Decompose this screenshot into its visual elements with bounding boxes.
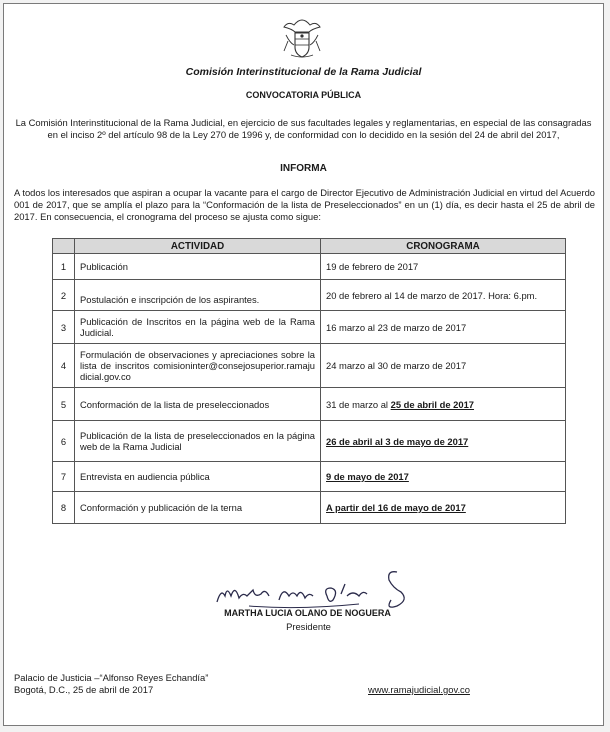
row-number: 8: [53, 492, 75, 524]
row-cronograma: 9 de mayo de 2017: [321, 462, 566, 492]
row-actividad: Publicación de la lista de preseleccionados en la página web de la Rama Judicial: [75, 421, 321, 462]
header-actividad: ACTIVIDAD: [75, 239, 321, 254]
row-actividad: Formulación de observaciones y apreciaciones sobre la lista de inscritos comisioninter@consejosuperior.ramajudicial.gov.co: [75, 344, 321, 388]
row-cronograma: 26 de abril al 3 de mayo de 2017: [321, 421, 566, 462]
footer-city-date: Bogotá, D.C., 25 de abril de 2017: [14, 684, 154, 695]
row-actividad: Entrevista en audiencia pública: [75, 462, 321, 492]
row-actividad: Publicación: [75, 254, 321, 280]
row-number: 2: [53, 280, 75, 311]
signer-role: Presidente: [286, 621, 331, 632]
intro-paragraph: La Comisión Interinstitucional de la Rama Judicial, en ejercicio de sus facultades legales y reglamentarias, en especial de las consagradas en el inciso 2º del artículo 98 de la Ley 270 de 1996 y, de conformidad con lo decidido en la sesión del 24 de abril del 2017,: [15, 117, 592, 140]
table-row: [53, 344, 566, 388]
institution-title: Comisión Interinstitucional de la Rama Judicial: [185, 66, 422, 78]
row-actividad: Postulación e inscripción de los aspirantes.: [75, 280, 321, 311]
coat-of-arms-icon: [282, 17, 322, 59]
row-actividad: Conformación y publicación de la terna: [75, 492, 321, 524]
row-number: 4: [53, 344, 75, 388]
row-number: 3: [53, 311, 75, 344]
row-number: 7: [53, 462, 75, 492]
cronograma-text: 19 de febrero de 2017: [326, 261, 419, 272]
table-row: [53, 311, 566, 344]
row-actividad: Conformación de la lista de preseleccionados: [75, 388, 321, 421]
header-number: [53, 239, 75, 254]
row-number: 5: [53, 388, 75, 421]
cronograma-highlight: 25 de abril de 2017: [390, 398, 475, 410]
table-row: [53, 462, 566, 492]
cronograma-text: 16 marzo al 23 de marzo de 2017: [326, 321, 467, 333]
convocatoria-title: CONVOCATORIA PÚBLICA: [245, 90, 362, 100]
table-row: [53, 388, 566, 421]
header-cronograma: CRONOGRAMA: [321, 239, 566, 254]
document-page: [3, 3, 604, 726]
table-header-row: [53, 239, 566, 254]
schedule-table: [52, 238, 566, 524]
table-row: [53, 280, 566, 311]
row-cronograma: [321, 254, 566, 280]
footer-place: Palacio de Justicia –“Alfonso Reyes Echandía”: [14, 672, 209, 683]
row-number: 6: [53, 421, 75, 462]
cronograma-text: 24 marzo al 30 de marzo de 2017: [326, 360, 467, 371]
row-cronograma: A partir del 16 de mayo de 2017: [321, 492, 566, 524]
body-paragraph: A todos los interesados que aspiran a ocupar la vacante para el cargo de Director Ejecutivo de Administración Judicial en virtud del Acuerdo 001 de 2017, que se amplía el plazo para la “Conformación de la lista de Preseleccionados” en un (1) día, es decir hasta el 25 de abril de 2017. En consecuencia, el cronograma del proceso se ajusta como sigue:: [14, 187, 595, 222]
row-cronograma: [321, 388, 566, 421]
table-row: [53, 421, 566, 462]
row-number: 1: [53, 254, 75, 280]
cronograma-text: 31 de marzo al: [326, 398, 391, 410]
table-row: [53, 254, 566, 280]
informa-heading: INFORMA: [280, 163, 327, 174]
row-cronograma: [321, 311, 566, 344]
website-link[interactable]: www.ramajudicial.gov.co: [368, 684, 470, 695]
signer-name: MARTHA LUCIA OLANO DE NOGUERA: [224, 608, 391, 618]
row-cronograma: [321, 344, 566, 388]
table-row: [53, 492, 566, 524]
row-actividad: Publicación de Inscritos en la página web de la Rama Judicial.: [75, 311, 321, 344]
cronograma-text: 20 de febrero al 14 de marzo de 2017. Hora: 6.pm.: [326, 289, 538, 301]
row-cronograma: [321, 280, 566, 311]
